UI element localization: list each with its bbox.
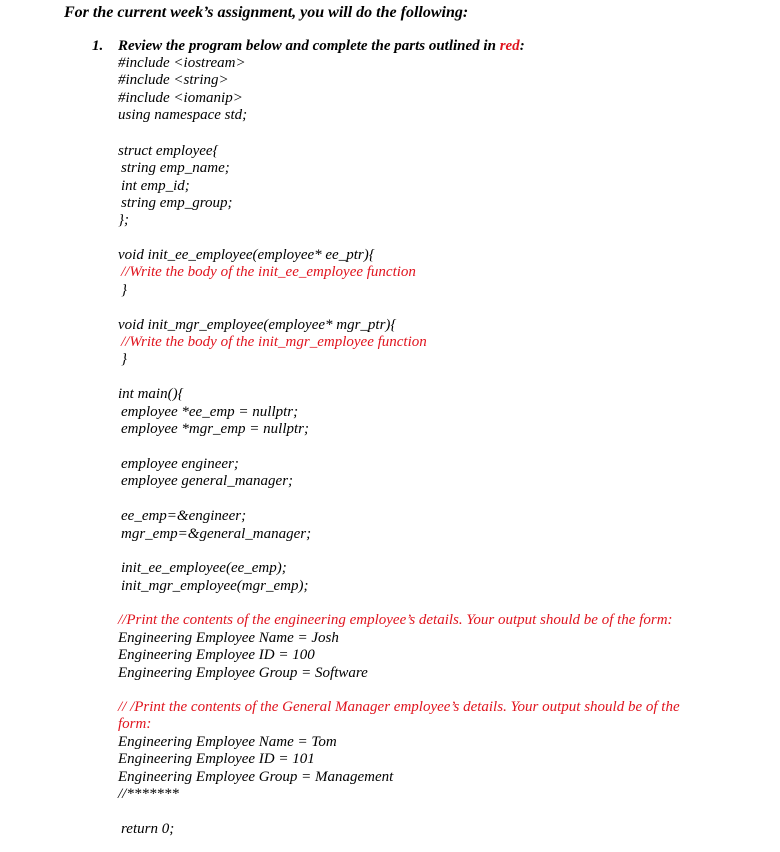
code-comment: form:: [118, 716, 152, 732]
code-line: Engineering Employee ID = 100: [118, 647, 315, 663]
code-line: int emp_id;: [121, 178, 190, 194]
code-line: using namespace std;: [118, 107, 248, 123]
code-line: init_mgr_employee(mgr_emp);: [121, 578, 309, 594]
code-line: string emp_name;: [121, 160, 230, 176]
code-line: };: [118, 212, 129, 228]
code-line: string emp_group;: [121, 195, 233, 211]
code-line: employee general_manager;: [121, 473, 294, 489]
code-line: init_ee_employee(ee_emp);: [121, 560, 287, 576]
code-line: #include <string>: [118, 72, 229, 88]
code-line: }: [121, 282, 127, 298]
code-line: void init_mgr_employee(employee* mgr_ptr){: [118, 317, 397, 333]
item-instruction: [118, 38, 525, 55]
item-instruction-colon: :: [519, 38, 525, 54]
code-line: #include <iomanip>: [118, 90, 243, 106]
code-comment: //Print the contents of the engineering employee’s details. Your output should be of the form:: [118, 612, 673, 628]
code-line: Engineering Employee Group = Software: [118, 665, 368, 681]
code-line: Engineering Employee Name = Tom: [118, 734, 337, 750]
code-line: Engineering Employee ID = 101: [118, 751, 315, 767]
code-line: mgr_emp=&general_manager;: [121, 526, 312, 542]
code-line: int main(){: [118, 386, 184, 402]
item-instruction-red-word: red: [499, 38, 520, 54]
code-line: Engineering Employee Name = Josh: [118, 630, 339, 646]
code-line: struct employee{: [118, 143, 219, 159]
code-line: ee_emp=&engineer;: [121, 508, 247, 524]
code-line: return 0;: [121, 821, 175, 837]
code-comment: //Write the body of the init_ee_employee function: [121, 264, 416, 280]
code-comment: // /Print the contents of the General Manager employee’s details. Your output should be of the: [118, 699, 680, 715]
item-number: 1.: [92, 38, 104, 54]
code-comment: //Write the body of the init_mgr_employee function: [121, 334, 427, 350]
code-line: employee engineer;: [121, 456, 239, 472]
code-line: Engineering Employee Group = Management: [118, 769, 394, 785]
code-line: #include <iostream>: [118, 55, 246, 71]
code-line: employee *ee_emp = nullptr;: [121, 404, 299, 420]
code-line: }: [121, 351, 127, 367]
code-line: //*******: [118, 786, 179, 802]
item-instruction-text: Review the program below and complete the parts outlined in: [118, 38, 500, 54]
code-line: employee *mgr_emp = nullptr;: [121, 421, 309, 437]
code-line: void init_ee_employee(employee* ee_ptr){: [118, 247, 375, 263]
assignment-heading: For the current week’s assignment, you will do the following:: [64, 4, 469, 21]
